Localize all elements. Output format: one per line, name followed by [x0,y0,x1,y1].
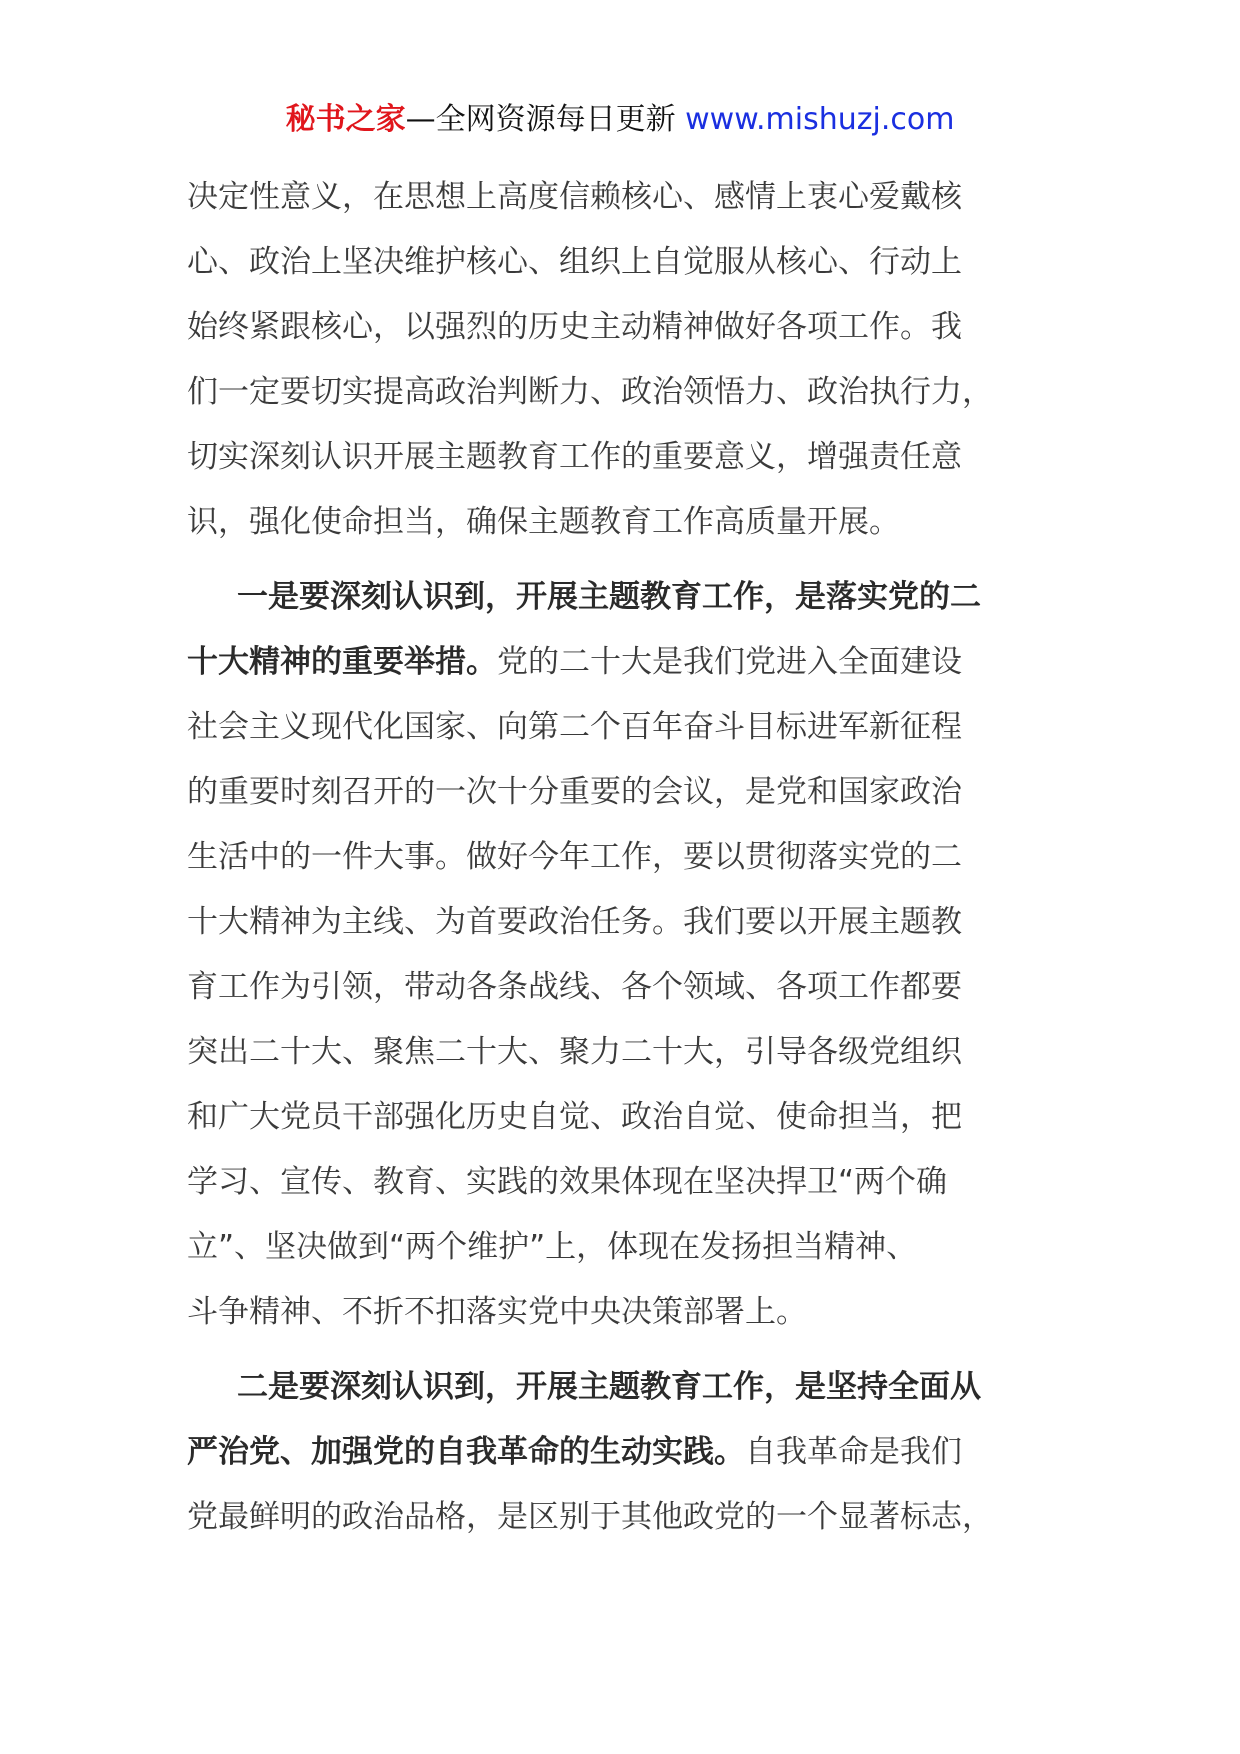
text-line: 始终紧跟核心，以强烈的历史主动精神做好各项工作。我 [187,309,962,345]
text-run: 党的二十大是我们党进入全面建设 [497,644,962,680]
paragraph-gap [187,555,1047,565]
text-line: 育工作为引领，带动各条战线、各个领域、各项工作都要 [187,969,962,1005]
paragraph-1 [187,165,1047,555]
paragraph-3 [187,1355,1047,1550]
text-line: 的重要时刻召开的一次十分重要的会议，是党和国家政治 [187,774,962,810]
text-line: 和广大党员干部强化历史自觉、政治自觉、使命担当，把 [187,1099,962,1135]
text-line: 生活中的一件大事。做好今年工作，要以贯彻落实党的二 [187,839,962,875]
document-body [187,165,1047,1550]
text-line: 学习、宣传、教育、实践的效果体现在坚决捍卫“两个确 [187,1164,948,1200]
text-line: 十大精神为主线、为首要政治任务。我们要以开展主题教 [187,904,962,940]
page-header [0,100,1240,140]
header-tagline: —全网资源每日更新 [405,102,686,137]
brand-name: 秘书之家 [285,102,406,137]
text-line: 们一定要切实提高政治判断力、政治领悟力、政治执行力， [187,374,993,410]
text-line: 切实深刻认识开展主题教育工作的重要意义，增强责任意 [187,439,962,475]
text-run: 自我革命是我们 [745,1434,962,1470]
text-line: 立”、坚决做到“两个维护”上，体现在发扬担当精神、 [187,1229,918,1265]
text-line [187,1420,1047,1485]
site-url-link[interactable]: www.mishuzj.com [685,102,955,137]
text-line: 心、政治上坚决维护核心、组织上自觉服从核心、行动上 [187,244,962,280]
text-line: 突出二十大、聚焦二十大、聚力二十大，引导各级党组织 [187,1034,962,1070]
text-line [187,630,1047,695]
paragraph-heading-line: 一是要深刻认识到，开展主题教育工作，是落实党的二 [237,579,981,615]
text-line: 识，强化使命担当，确保主题教育工作高质量开展。 [187,504,900,540]
text-line: 决定性意义，在思想上高度信赖核心、感情上衷心爱戴核 [187,179,962,215]
paragraph-2 [187,565,1047,1345]
text-line: 斗争精神、不折不扣落实党中央决策部署上。 [187,1294,807,1330]
paragraph-gap [187,1345,1047,1355]
text-line: 党最鲜明的政治品格，是区别于其他政党的一个显著标志， [187,1499,993,1535]
text-line: 社会主义现代化国家、向第二个百年奋斗目标进军新征程 [187,709,962,745]
paragraph-heading-end: 严治党、加强党的自我革命的生动实践。 [187,1434,745,1470]
paragraph-heading-end: 十大精神的重要举措。 [187,644,497,680]
paragraph-heading-line: 二是要深刻认识到，开展主题教育工作，是坚持全面从 [237,1369,981,1405]
